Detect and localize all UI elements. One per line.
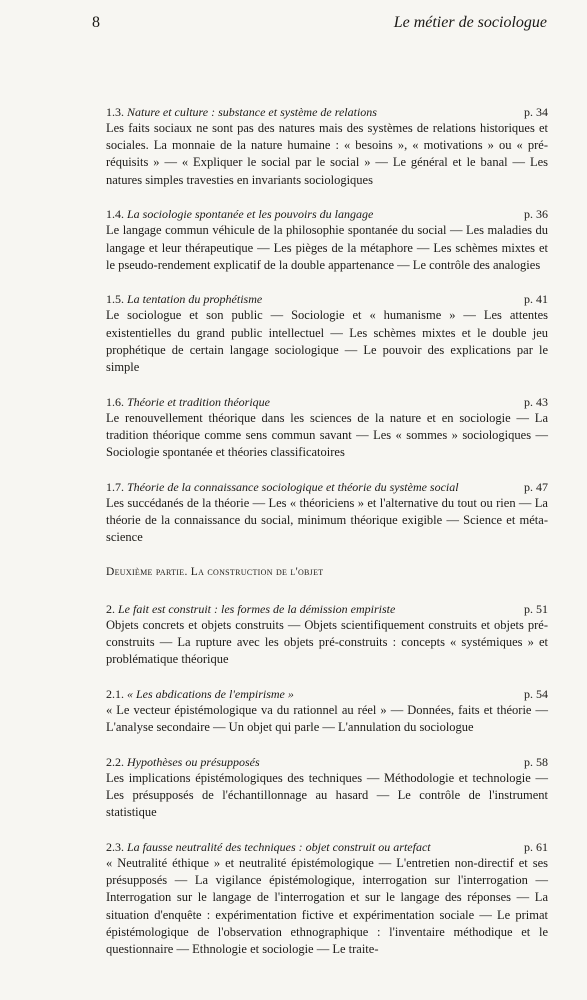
page-number: 8	[92, 14, 100, 31]
toc-entry	[106, 686, 548, 736]
entry-page-ref: p. 58	[524, 754, 548, 769]
page-header	[92, 14, 547, 38]
entry-page-ref: p. 54	[524, 687, 548, 702]
entry-number: 2.2.	[106, 754, 124, 769]
entry-page-ref: p. 36	[524, 207, 548, 222]
entry-number: 1.3.	[106, 105, 124, 119]
entry-summary: Les implications épistémologiques des techniques — Méthodologie et technologie — Les présupposés de l'échantillonnage au hasard — Le contrôle de l'instrument statistique	[106, 770, 548, 820]
toc-entry	[106, 839, 548, 958]
entry-summary: « Neutralité éthique » et neutralité épistémologique — L'entretien non-directif et ses présupposés — La vigilance épistémologique, interrogation sur l'interrogation — Interrogation sur le langage de l'interrogation et sur le langage des réponses — La situation d'enquête : expérimentation fictive et expérimentation sociale — Le primat épistémologique de l'observation ethnographique : l'inventaire méthodique et le questionnaire — Ethnologie et sociologie — Le traite-	[106, 856, 548, 957]
entry-heading	[106, 291, 548, 307]
entry-page-ref: p. 61	[524, 840, 548, 855]
entry-title: Théorie et tradition théorique	[127, 394, 270, 409]
entry-title: La tentation du prophétisme	[127, 292, 263, 307]
entry-page-ref: p. 51	[524, 601, 548, 616]
entry-title: Hypothèses ou présupposés	[127, 754, 260, 769]
entry-heading	[106, 479, 548, 495]
toc-entry	[106, 206, 548, 274]
entry-title: « Les abdications de l'empirisme »	[127, 687, 294, 702]
entry-title: La sociologie spontanée et les pouvoirs du langage	[127, 207, 374, 222]
entry-title: Théorie de la connaissance sociologique et théorie du système social	[127, 479, 459, 494]
toc-entry	[106, 394, 548, 462]
entry-heading	[106, 839, 548, 855]
entry-heading	[106, 754, 548, 770]
entry-page-ref: p. 43	[524, 394, 548, 409]
entry-summary: Le sociologue et son public — Sociologie et « humanisme » — Les attentes existentielles du grand public intellectuel — Les schèmes mixtes et le double jeu prophétique de certain langage sociologique — Le pouvoir des explications par le simple	[106, 308, 548, 375]
entry-summary: Le langage commun véhicule de la philosophie spontanée du social — Les maladies du langage et leur thérapeutique — Les pièges de la métaphore — Les schèmes mixtes et le pseudo-rendement explicatif de la double appartenance — Le contrôle des analogies	[106, 223, 548, 272]
entry-heading	[106, 601, 548, 617]
entry-summary: Objets concrets et objets construits — Objets scientifiquement construits et objets pré-construits — La rupture avec les objets pré-construits : concepts « systémiques » et problématique théorique	[106, 617, 548, 667]
entry-number: 1.4.	[106, 207, 124, 222]
entry-summary: Les faits sociaux ne sont pas des natures mais des systèmes de relations historiques et sociales. La monnaie de la nature humaine : « besoins », « motivations » ou « pré-réquisits » — « Expliquer le social par le social » — Le général et le banal — Les natures simples travesties en invariants sociologiques	[106, 121, 548, 187]
toc-entry	[106, 479, 548, 547]
toc-entry	[106, 601, 548, 669]
entry-page-ref: p. 34	[524, 105, 548, 119]
toc-entry	[106, 754, 548, 822]
entry-number: 1.5.	[106, 292, 124, 307]
toc-entry	[106, 104, 548, 189]
entry-summary: Les succédanés de la théorie — Les « théoriciens » et l'alternative du tout ou rien — La théorie de la connaissance du social, minimum théorique exigible — Science et méta-science	[106, 495, 548, 545]
entry-page-ref: p. 41	[524, 292, 548, 307]
entry-number: 2.3.	[106, 840, 124, 855]
entry-title: Le fait est construit : les formes de la démission empiriste	[118, 601, 396, 616]
table-of-contents	[106, 104, 548, 976]
entry-title: La fausse neutralité des techniques : objet construit ou artefact	[127, 840, 431, 855]
entry-heading	[106, 686, 548, 702]
entry-heading	[106, 394, 548, 410]
part-heading: Deuxième partie. La construction de l'objet	[106, 565, 324, 578]
entry-summary: Le renouvellement théorique dans les sciences de la nature et en sociologie — La tradition théorique comme sens commun savant — Les « sommes » sociologiques — Sociologie spontanée et théories classificatoires	[106, 410, 548, 460]
entry-heading	[106, 206, 548, 222]
entry-summary: « Le vecteur épistémologique va du rationnel au réel » — Données, faits et théorie — L'analyse secondaire — Un objet qui parle — L'annulation du sociologue	[106, 703, 548, 735]
entry-title: Nature et culture : substance et système de relations	[127, 105, 377, 119]
entry-page-ref: p. 47	[524, 479, 548, 494]
entry-number: 2.1.	[106, 687, 124, 702]
running-title: Le métier de sociologue	[393, 14, 547, 31]
toc-entry	[106, 291, 548, 376]
entry-number: 2.	[106, 601, 115, 616]
entry-heading	[106, 104, 548, 120]
entry-number: 1.7.	[106, 479, 124, 494]
entry-number: 1.6.	[106, 394, 124, 409]
